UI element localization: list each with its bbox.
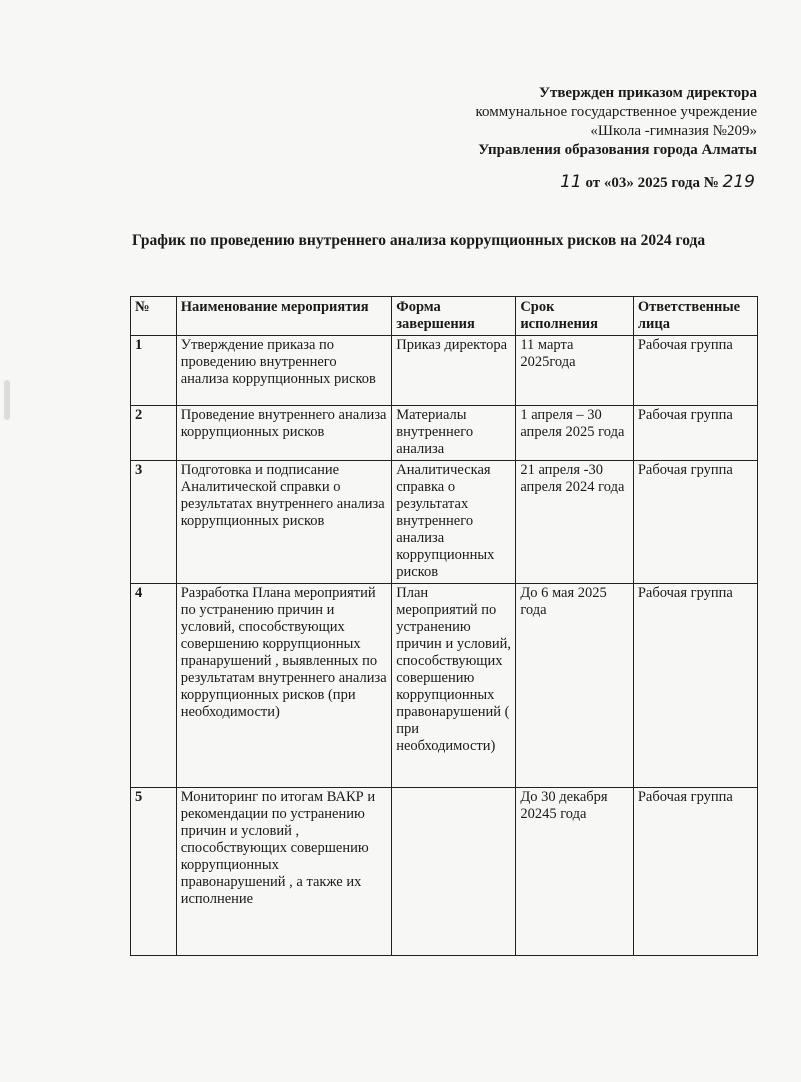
handwritten-order-number: 219 (722, 172, 755, 192)
document-title: График по проведению внутреннего анализа коррупционных рисков на 2024 года (132, 232, 706, 249)
order-reference (560, 172, 755, 192)
approval-line-2: коммунальное государственное учреждение (475, 104, 757, 120)
row-term: До 6 мая 2025 года (516, 584, 634, 788)
table-row (131, 336, 758, 406)
approval-line-4: Управления образования города Алматы (478, 142, 757, 158)
header-name: Наименование мероприятия (176, 297, 392, 336)
row-form: План мероприятий по устранению причин и условий, способствующих совершению коррупционных правонарушений ( при необходимости) (392, 584, 516, 788)
row-term: 11 марта 2025года (516, 336, 634, 406)
row-responsible: Рабочая группа (633, 461, 757, 584)
table-header-row (131, 297, 758, 336)
header-form: Форма завершения (392, 297, 516, 336)
row-number: 2 (131, 406, 177, 461)
handwritten-day: 11 (560, 172, 582, 192)
table-row (131, 461, 758, 584)
header-term: Срок исполнения (516, 297, 634, 336)
row-term: До 30 декабря 20245 года (516, 788, 634, 956)
row-number: 3 (131, 461, 177, 584)
row-responsible: Рабочая группа (633, 336, 757, 406)
row-number: 1 (131, 336, 177, 406)
table-row (131, 584, 758, 788)
row-responsible: Рабочая группа (633, 788, 757, 956)
schedule-table (130, 296, 758, 956)
table-row (131, 406, 758, 461)
order-text: от «03» 2025 года № (585, 175, 719, 191)
header-number: № (131, 297, 177, 336)
table-row (131, 788, 758, 956)
approval-line-3: «Школа -гимназия №209» (590, 123, 757, 139)
row-activity: Мониторинг по итогам ВАКР и рекомендации по устранению причин и условий , способствующих совершению коррупционных правонарушений , а также их исполнение (176, 788, 392, 956)
header-responsible: Ответственные лица (633, 297, 757, 336)
row-form: Приказ директора (392, 336, 516, 406)
row-activity: Утверждение приказа по проведению внутреннего анализа коррупционных рисков (176, 336, 392, 406)
row-number: 4 (131, 584, 177, 788)
row-term: 1 апреля – 30 апреля 2025 года (516, 406, 634, 461)
row-number: 5 (131, 788, 177, 956)
row-term: 21 апреля -30 апреля 2024 года (516, 461, 634, 584)
row-form: Материалы внутреннего анализа (392, 406, 516, 461)
approval-line-1: Утвержден приказом директора (538, 85, 757, 101)
row-responsible: Рабочая группа (633, 584, 757, 788)
row-form (392, 788, 516, 956)
row-activity: Разработка Плана мероприятий по устранению причин и условий, способствующих совершению коррупционных пранарушений , выявленных по результатам внутреннего анализа коррупционных рисков (при необходимости) (176, 584, 392, 788)
approval-header (397, 84, 757, 160)
row-activity: Проведение внутреннего анализа коррупционных рисков (176, 406, 392, 461)
row-form: Аналитическая справка о результатах внутреннего анализа коррупционных рисков (392, 461, 516, 584)
row-responsible: Рабочая группа (633, 406, 757, 461)
row-activity: Подготовка и подписание Аналитической справки о результатах внутреннего анализа коррупционных рисков (176, 461, 392, 584)
paper-edge-mark (4, 380, 10, 420)
